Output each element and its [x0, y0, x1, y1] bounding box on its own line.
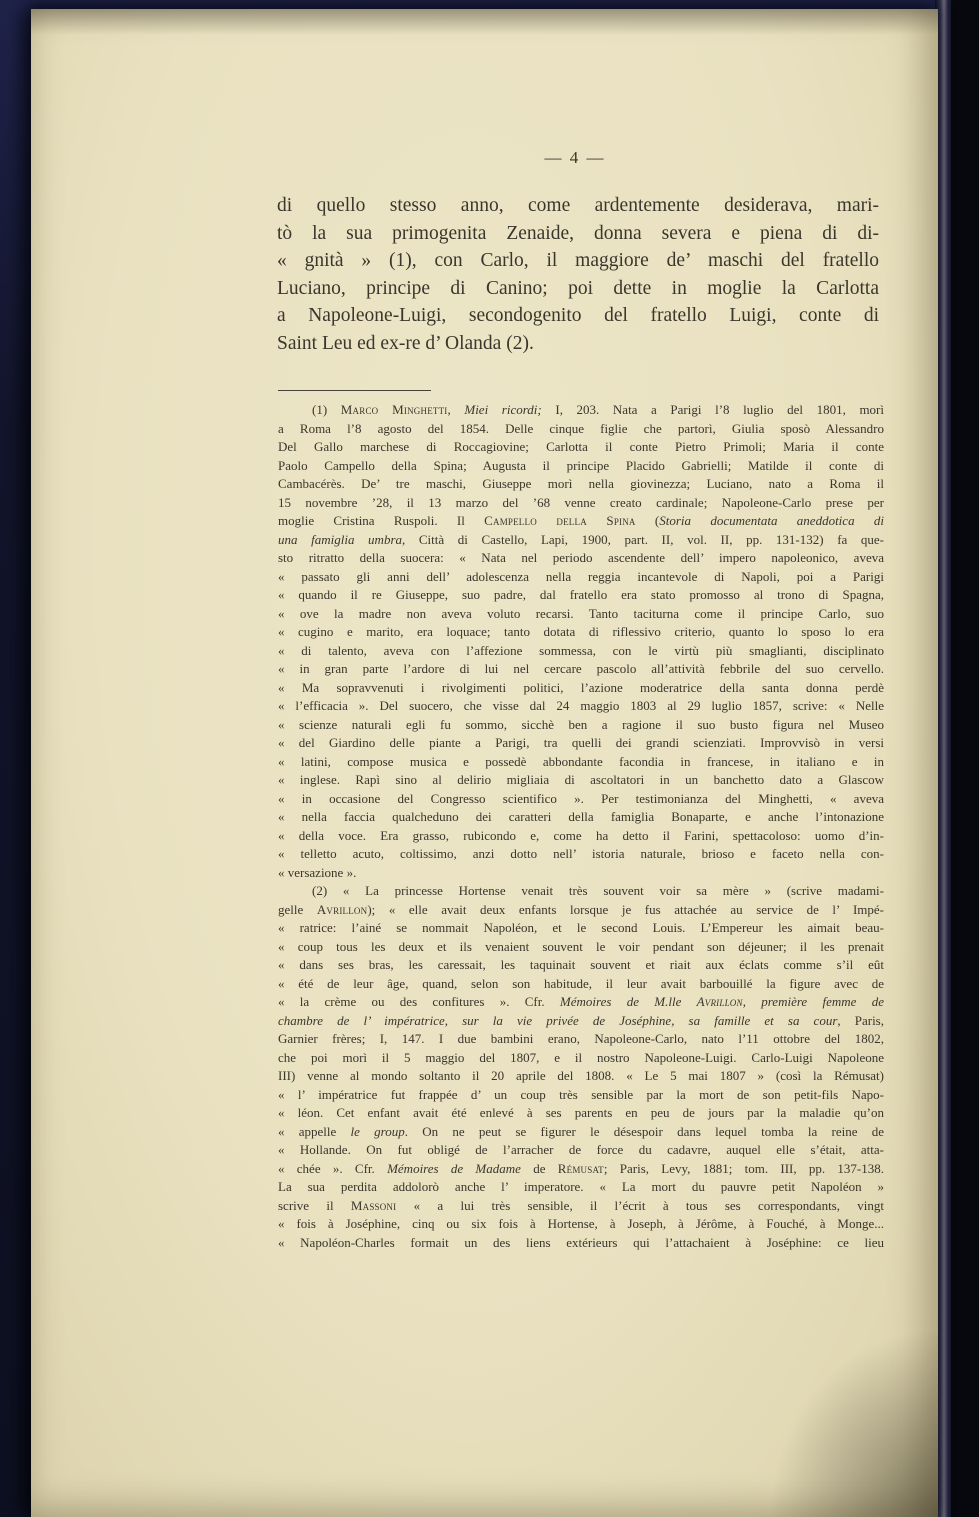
- text-segment: « appelle: [278, 1123, 351, 1139]
- text-line: [278, 753, 884, 772]
- page-top-shadow: [31, 9, 938, 35]
- text-line: [278, 438, 884, 457]
- text-line: [278, 660, 884, 679]
- scanner-background: [951, 0, 979, 1517]
- text-segment: Mémoires de M.lle: [559, 994, 697, 1009]
- text-segment: Del Gallo marchese di Roccagiovine; Carlotta il conte Pietro Primoli; Maria il conte: [278, 439, 884, 454]
- text-segment: Luciano, principe di Canino; poi dette in moglie la Carlotta: [277, 277, 879, 299]
- text-segment: sto ritratto della suocera: « Nata nel periodo ascendente dell’ impero napoleonico, aveva: [278, 550, 884, 565]
- footnotes: [278, 401, 884, 1252]
- text-line: [278, 882, 884, 901]
- text-segment: « latini, compose musica e possedè abbondante facondia in francese, in italiano e in: [278, 753, 884, 769]
- text-line: [278, 808, 884, 827]
- text-segment: III) venne al mondo soltanto il 20 aprile del 1808. « Le 5 mai 1807 » (così la Rémusat): [278, 1068, 884, 1083]
- text-line: [278, 1104, 884, 1123]
- text-segment: « dans ses bras, les caressait, les taquinait souvent et riait aux éclats comme s’il eût: [278, 957, 884, 972]
- text-line: [278, 938, 884, 957]
- text-segment: « Napoléon-Charles formait un des liens extérieurs qui l’attachaient à Joséphine: ce lieu: [278, 1234, 884, 1250]
- footnote-1: [278, 401, 884, 882]
- text-segment: « in gran parte l’ardore di lui nel cercare pascolo all’attività febbrile del suo cervello.: [278, 661, 884, 676]
- text-segment: scrive il: [278, 1197, 351, 1213]
- text-segment: « a lui très sensible, il l’écrit à tous ses correspondants, vingt: [396, 1197, 885, 1213]
- text-segment: ,: [447, 402, 465, 417]
- text-line: [277, 275, 879, 303]
- text-line: [278, 642, 884, 661]
- text-segment: Paolo Campello della Spina; Augusta il principe Placido Gabrielli; Matilde il conte di: [278, 457, 884, 473]
- text-segment: Avrillon: [316, 901, 368, 917]
- text-line: [277, 247, 879, 275]
- text-segment: « léon. Cet enfant avait été enlevé à ses parents en peu de jours par la maladie qu’on: [278, 1105, 884, 1120]
- text-line: [278, 1049, 884, 1068]
- text-segment: « fois à Joséphine, cinq ou six fois à Hortense, à Joseph, à Jérôme, à Fouché, à Monge...: [278, 1216, 884, 1231]
- text-segment: « in occasione del Congresso scientifico ». Per testimonianza del Minghetti, « aveva: [278, 790, 884, 806]
- text-line: [278, 1197, 884, 1216]
- text-segment: « scienze naturali egli fu sommo, sicchè ben a ragione il suo busto figura nel Museo: [278, 716, 884, 732]
- text-segment: , première femme de: [742, 994, 884, 1009]
- text-segment: « passato gli anni dell’ adolescenza nella reggia incantevole di Napoli, poi a Parigi: [278, 568, 884, 584]
- book-page: [31, 9, 938, 1517]
- text-segment: « chée ». Cfr.: [278, 1160, 388, 1176]
- text-line: [278, 401, 884, 420]
- text-segment: de: [520, 1160, 558, 1176]
- text-segment: « versazione ».: [278, 864, 357, 880]
- text-segment: « Ma sopravvenuti i rivolgimenti politici, l’azione moderatrice della santa donna perdè: [278, 679, 884, 695]
- text-segment: « Hollande. On fut obligé de l’arracher de force du cadavre, auquel elle s’était, atta-: [278, 1142, 884, 1157]
- text-segment: « di talento, aveva con l’affezione sommessa, con le virtù più smaglianti, disciplinato: [278, 642, 884, 658]
- text-line: [278, 1234, 884, 1253]
- footnote-2: [278, 882, 884, 1252]
- text-segment: Miei ricordi;: [464, 402, 542, 417]
- text-segment: « cugino e marito, era loquace; tanto dotata di riflessivo criterio, quanto lo sposo lo era: [278, 624, 884, 639]
- text-line: [278, 679, 884, 698]
- text-segment: (1): [312, 402, 341, 417]
- text-line: [278, 1160, 884, 1179]
- text-segment: che poi morì il 5 maggio del 1807, e il nostro Napoleone-Luigi. Carlo-Luigi Napoleone: [278, 1049, 884, 1065]
- text-segment: Avrillon: [696, 994, 743, 1009]
- text-line: [278, 494, 884, 513]
- text-segment: Garnier frères; I, 147. I due bambini erano, Napoleone-Carlo, nato l’11 ottobre del 1802,: [278, 1031, 884, 1046]
- text-line: [278, 1178, 884, 1197]
- text-segment: « della voce. Era grasso, rubicondo e, come ha detto il Farini, spettacoloso: uomo d’in-: [278, 827, 884, 843]
- text-segment: (: [635, 513, 660, 528]
- text-line: [278, 734, 884, 753]
- text-segment: . On ne peut se figurer le désespoir dans lequel tomba la reine de: [404, 1123, 884, 1139]
- text-line: [278, 1067, 884, 1086]
- text-segment: Marco Minghetti: [340, 402, 448, 417]
- text-segment: « inglese. Rapì sino al delirio migliaia di ascoltatori in un banchetto dato a Glascow: [278, 772, 884, 787]
- text-segment: « quando il re Giuseppe, suo padre, dal fratello era stato promosso al trono di Spagna,: [278, 587, 884, 602]
- main-paragraph: [277, 192, 879, 358]
- text-line: [278, 1030, 884, 1049]
- text-line: [278, 475, 884, 494]
- text-line: [277, 302, 879, 330]
- text-segment: , Paris,: [837, 1012, 884, 1028]
- text-line: [278, 512, 884, 531]
- text-segment: , Città di Castello, Lapi, 1900, part. II, vol. II, pp. 131-132) fa que-: [402, 531, 884, 547]
- text-line: [277, 330, 879, 358]
- text-segment: « del Giardino delle piante a Parigi, tra quelli dei grandi scienziati. Improvvisò in versi: [278, 735, 884, 750]
- text-line: [278, 1012, 884, 1031]
- text-line: [277, 192, 879, 220]
- text-line: [278, 1215, 884, 1234]
- text-segment: « été de leur âge, quand, selon son habitude, il leur avait barbouillé la figure avec de: [278, 975, 884, 991]
- text-line: [278, 845, 884, 864]
- text-line: [278, 864, 884, 883]
- text-segment: moglie Cristina Ruspoli. Il: [278, 513, 485, 528]
- text-segment: Saint Leu ed ex-re d’ Olanda (2).: [277, 332, 534, 354]
- text-segment: 15 novembre ’28, il 13 marzo del ’68 venne creato cardinale; Napoleone-Carlo prese per: [278, 494, 884, 510]
- text-segment: gelle: [278, 901, 317, 917]
- text-segment: tò la sua primogenita Zenaide, donna severa e piena di di-: [277, 222, 879, 244]
- text-segment: « la crème ou des confitures ». Cfr.: [278, 994, 560, 1009]
- text-line: [277, 220, 879, 248]
- text-line: [278, 1141, 884, 1160]
- text-segment: ; Paris, Levy, 1881; tom. III, pp. 137-138.: [603, 1160, 885, 1176]
- text-line: [278, 975, 884, 994]
- text-line: [278, 790, 884, 809]
- text-line: [278, 771, 884, 790]
- text-segment: Cambacérès. De’ tre maschi, Giuseppe morì nella giovinezza; Luciano, nato a Roma il: [278, 476, 884, 491]
- text-segment: « nella faccia qualcheduno dei caratteri della famiglia Bonaparte, e anche l’intonazione: [278, 809, 884, 824]
- text-line: [278, 919, 884, 938]
- text-segment: « l’ impératrice fut frappée d’ un coup très sensible par la mort de son petit-fils Napo-: [278, 1086, 884, 1102]
- footnote-separator: [278, 390, 431, 391]
- text-segment: « coup tous les deux et ils venaient souvent le voir pendant son déjeuner; il les prenait: [278, 938, 884, 954]
- text-segment: a Roma l’8 agosto del 1854. Delle cinque figlie che partorì, Giulia sposò Alessandro: [278, 420, 884, 436]
- text-segment: Massoni: [350, 1197, 397, 1213]
- text-segment: La sua perdita addolorò anche l’ imperatore. « La mort du pauvre petit Napoléon »: [278, 1179, 884, 1194]
- text-segment: a Napoleone-Luigi, secondogenito del fratello Luigi, conte di: [277, 305, 879, 327]
- text-segment: « telletto acuto, coltissimo, anzi dotto nell’ istoria naturale, brioso e faceto nella con-: [278, 846, 884, 861]
- text-line: [278, 568, 884, 587]
- text-segment: le group: [350, 1123, 405, 1139]
- text-line: [278, 549, 884, 568]
- text-line: [278, 716, 884, 735]
- text-line: [278, 420, 884, 439]
- text-line: [278, 1086, 884, 1105]
- text-line: [278, 531, 884, 550]
- text-segment: chambre de l’ impératrice, sur la vie privée de Joséphine, sa famille et sa cour: [278, 1012, 838, 1028]
- text-line: [278, 827, 884, 846]
- text-line: [278, 697, 884, 716]
- text-segment: Mémoires de Madame: [387, 1160, 521, 1176]
- text-line: [278, 993, 884, 1012]
- text-segment: di quello stesso anno, come ardentemente desiderava, mari-: [277, 195, 879, 216]
- text-segment: ); « elle avait deux enfants lorsque je fus attachée au service de l’ Impé-: [367, 901, 885, 917]
- text-segment: Storia documentata aneddotica di: [659, 513, 884, 528]
- text-line: [278, 605, 884, 624]
- text-line: [278, 586, 884, 605]
- text-line: [278, 956, 884, 975]
- text-line: [278, 623, 884, 642]
- text-line: [278, 901, 884, 920]
- page-number: — 4 —: [544, 148, 606, 167]
- text-segment: una famiglia umbra: [278, 531, 403, 547]
- text-segment: Rémusat: [557, 1160, 604, 1176]
- text-line: [278, 1123, 884, 1142]
- text-segment: I, 203. Nata a Parigi l’8 luglio del 1801, morì: [541, 402, 884, 417]
- text-segment: « ove la madre non aveva voluto recarsi. Tanto taciturna come il principe Carlo, suo: [278, 605, 884, 621]
- text-segment: (2) « La princesse Hortense venait très souvent voir sa mère » (scrive madami-: [312, 883, 884, 898]
- text-line: [278, 457, 884, 476]
- text-segment: « gnità » (1), con Carlo, il maggiore de’ maschi del fratello: [277, 250, 879, 272]
- text-segment: Campello della Spina: [484, 513, 636, 528]
- text-segment: « ratrice: l’ainé se nommait Napoléon, et le second Louis. L’Empereur les aimait beau-: [278, 920, 884, 935]
- page-curl-shadow: [768, 1327, 938, 1517]
- text-segment: « l’efficacia ». Del suocero, che visse dal 24 maggio 1803 al 29 luglio 1857, scrive: « Nelle: [278, 698, 884, 713]
